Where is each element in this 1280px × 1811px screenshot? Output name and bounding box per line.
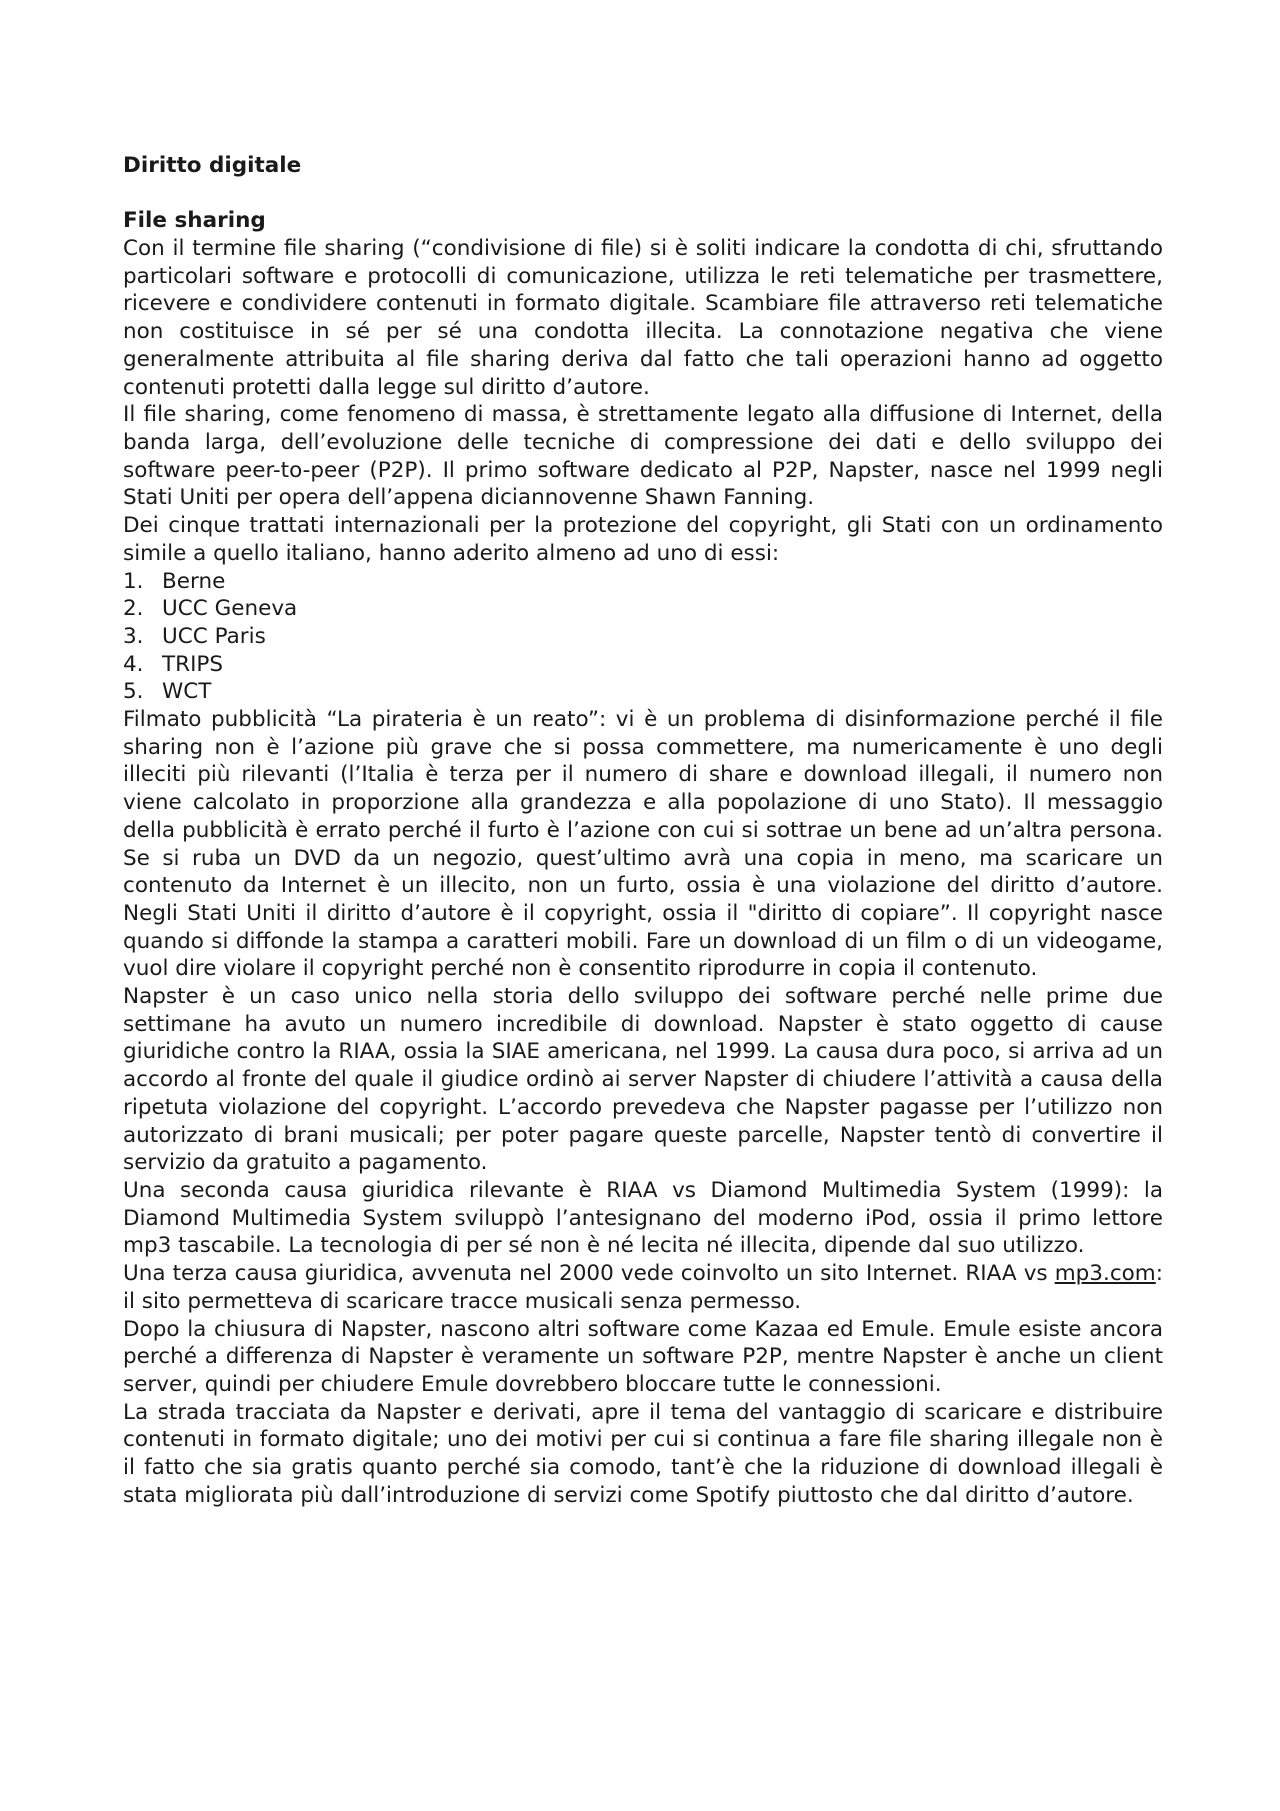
list-item-number: 4. [123, 651, 144, 677]
document-page [123, 152, 1163, 1509]
paragraph-piracy-ad: Filmato pubblicità “La pirateria è un reato”: vi è un problema di disinformazione perché il file sharing non è l’azione più grave che si possa commettere, ma numericamente è uno degli illeciti più rilevanti (l’Italia è terza per il numero di share e download illegali, il numero non viene calcolato in proporzione alla grandezza e alla popolazione di uno Stato). Il messaggio della pubblicità è errato perché il furto è l’azione con cui si sottrae un bene ad un’altra persona. Se si ruba un DVD da un negozio, quest’ultimo avrà una copia in meno, ma scaricare un contenuto da Internet è un illecito, non un furto, ossia è una violazione del diritto d’autore. Negli Stati Uniti il diritto d’autore è il copyright, ossia il "diritto di copiare”. Il copyright nasce quando si diffonde la stampa a caratteri mobili. Fare un download di un film o di un videogame, vuol dire violare il copyright perché non è consentito riprodurre in copia il contenuto. [123, 707, 1163, 982]
list-item-label: UCC Geneva [162, 596, 298, 622]
list-item [123, 678, 1163, 706]
list-item [123, 595, 1163, 623]
paragraph-text: : il sito permetteva di scaricare tracce musicali senza permesso. [123, 1261, 1163, 1314]
paragraph-treaties-intro: Dei cinque trattati internazionali per la protezione del copyright, gli Stati con un ordinamento simile a quello italiano, hanno aderito almeno ad uno di essi: [123, 513, 1163, 566]
paragraph-mp3-case [123, 1260, 1163, 1315]
paragraph-diamond-case: Una seconda causa giuridica rilevante è RIAA vs Diamond Multimedia System (1999): la Diamond Multimedia System sviluppò l’antesignano del moderno iPod, ossia il primo lettore mp3 tascabile. La tecnologia di per sé non è né lecita né illecita, dipende dal suo utilizzo. [123, 1177, 1163, 1259]
list-item [123, 623, 1163, 651]
list-item [123, 568, 1163, 596]
list-item-label: UCC Paris [162, 623, 266, 649]
paragraph-napster: Napster è un caso unico nella storia dello sviluppo dei software perché nelle prime due settimane ha avuto un numero incredibile di download. Napster è stato oggetto di cause giuridiche contro la RIAA, ossia la SIAE americana, nel 1999. La causa dura poco, si arriva ad un accordo al fronte del quale il giudice ordinò ai server Napster di chiudere l’attività a causa della ripetuta violazione del copyright. L’accordo prevedeva che Napster pagasse per l’utilizzo non autorizzato di brani musicali; per poter pagare queste parcelle, Napster tentò di convertire il servizio da gratuito a pagamento. [123, 984, 1163, 1176]
paragraph-after-napster: Dopo la chiusura di Napster, nascono altri software come Kazaa ed Emule. Emule esiste ancora perché a differenza di Napster è veramente un software P2P, mentre Napster è anche un client server, quindi per chiudere Emule dovrebbero bloccare tutte le connessioni. [123, 1316, 1163, 1397]
list-item [123, 651, 1163, 679]
paragraph-conclusion: La strada tracciata da Napster e derivati, apre il tema del vantaggio di scaricare e distribuire contenuti in formato digitale; uno dei motivi per cui si continua a fare file sharing illegale non è il fatto che sia gratis quanto perché sia comodo, tant’è che la riduzione di download illegali è stata migliorata più dall’introduzione di servizi come Spotify piuttosto che dal diritto d’autore. [123, 1399, 1163, 1508]
section-heading: File sharing [123, 208, 266, 234]
treaty-list [123, 568, 1163, 707]
list-item-number: 2. [123, 596, 144, 622]
paragraph-text: Una terza causa giuridica, avvenuta nel 2000 vede coinvolto un sito Internet. RIAA vs [123, 1261, 1055, 1287]
paragraph-history: Il file sharing, come fenomeno di massa, è strettamente legato alla diffusione di Internet, della banda larga, dell’evoluzione delle tecniche di compressione dei dati e dello sviluppo dei software peer-to-peer (P2P). Il primo software dedicato al P2P, Napster, nasce nel 1999 negli Stati Uniti per opera dell’appena diciannovenne Shawn Fanning. [123, 402, 1163, 511]
paragraph-definition: Con il termine file sharing (“condivisione di file) si è soliti indicare la condotta di chi, sfruttando particolari software e protocolli di comunicazione, utilizza le reti telematiche per trasmettere, ricevere e condividere contenuti in formato digitale. Scambiare file attraverso reti telematiche non costituisce in sé per sé una condotta illecita. La connotazione negativa che viene generalmente attribuita al file sharing deriva dal fatto che tali operazioni hanno ad oggetto contenuti protetti dalla legge sul diritto d’autore. [123, 236, 1163, 400]
list-item-number: 3. [123, 623, 144, 649]
list-item-label: Berne [162, 568, 226, 594]
list-item-label: WCT [162, 679, 212, 705]
mp3-link[interactable]: mp3.com [1054, 1261, 1156, 1287]
list-item-number: 1. [123, 568, 144, 594]
document-title: Diritto digitale [123, 153, 302, 178]
list-item-label: TRIPS [162, 651, 224, 677]
list-item-number: 5. [123, 679, 144, 705]
blank-line [123, 180, 1163, 208]
